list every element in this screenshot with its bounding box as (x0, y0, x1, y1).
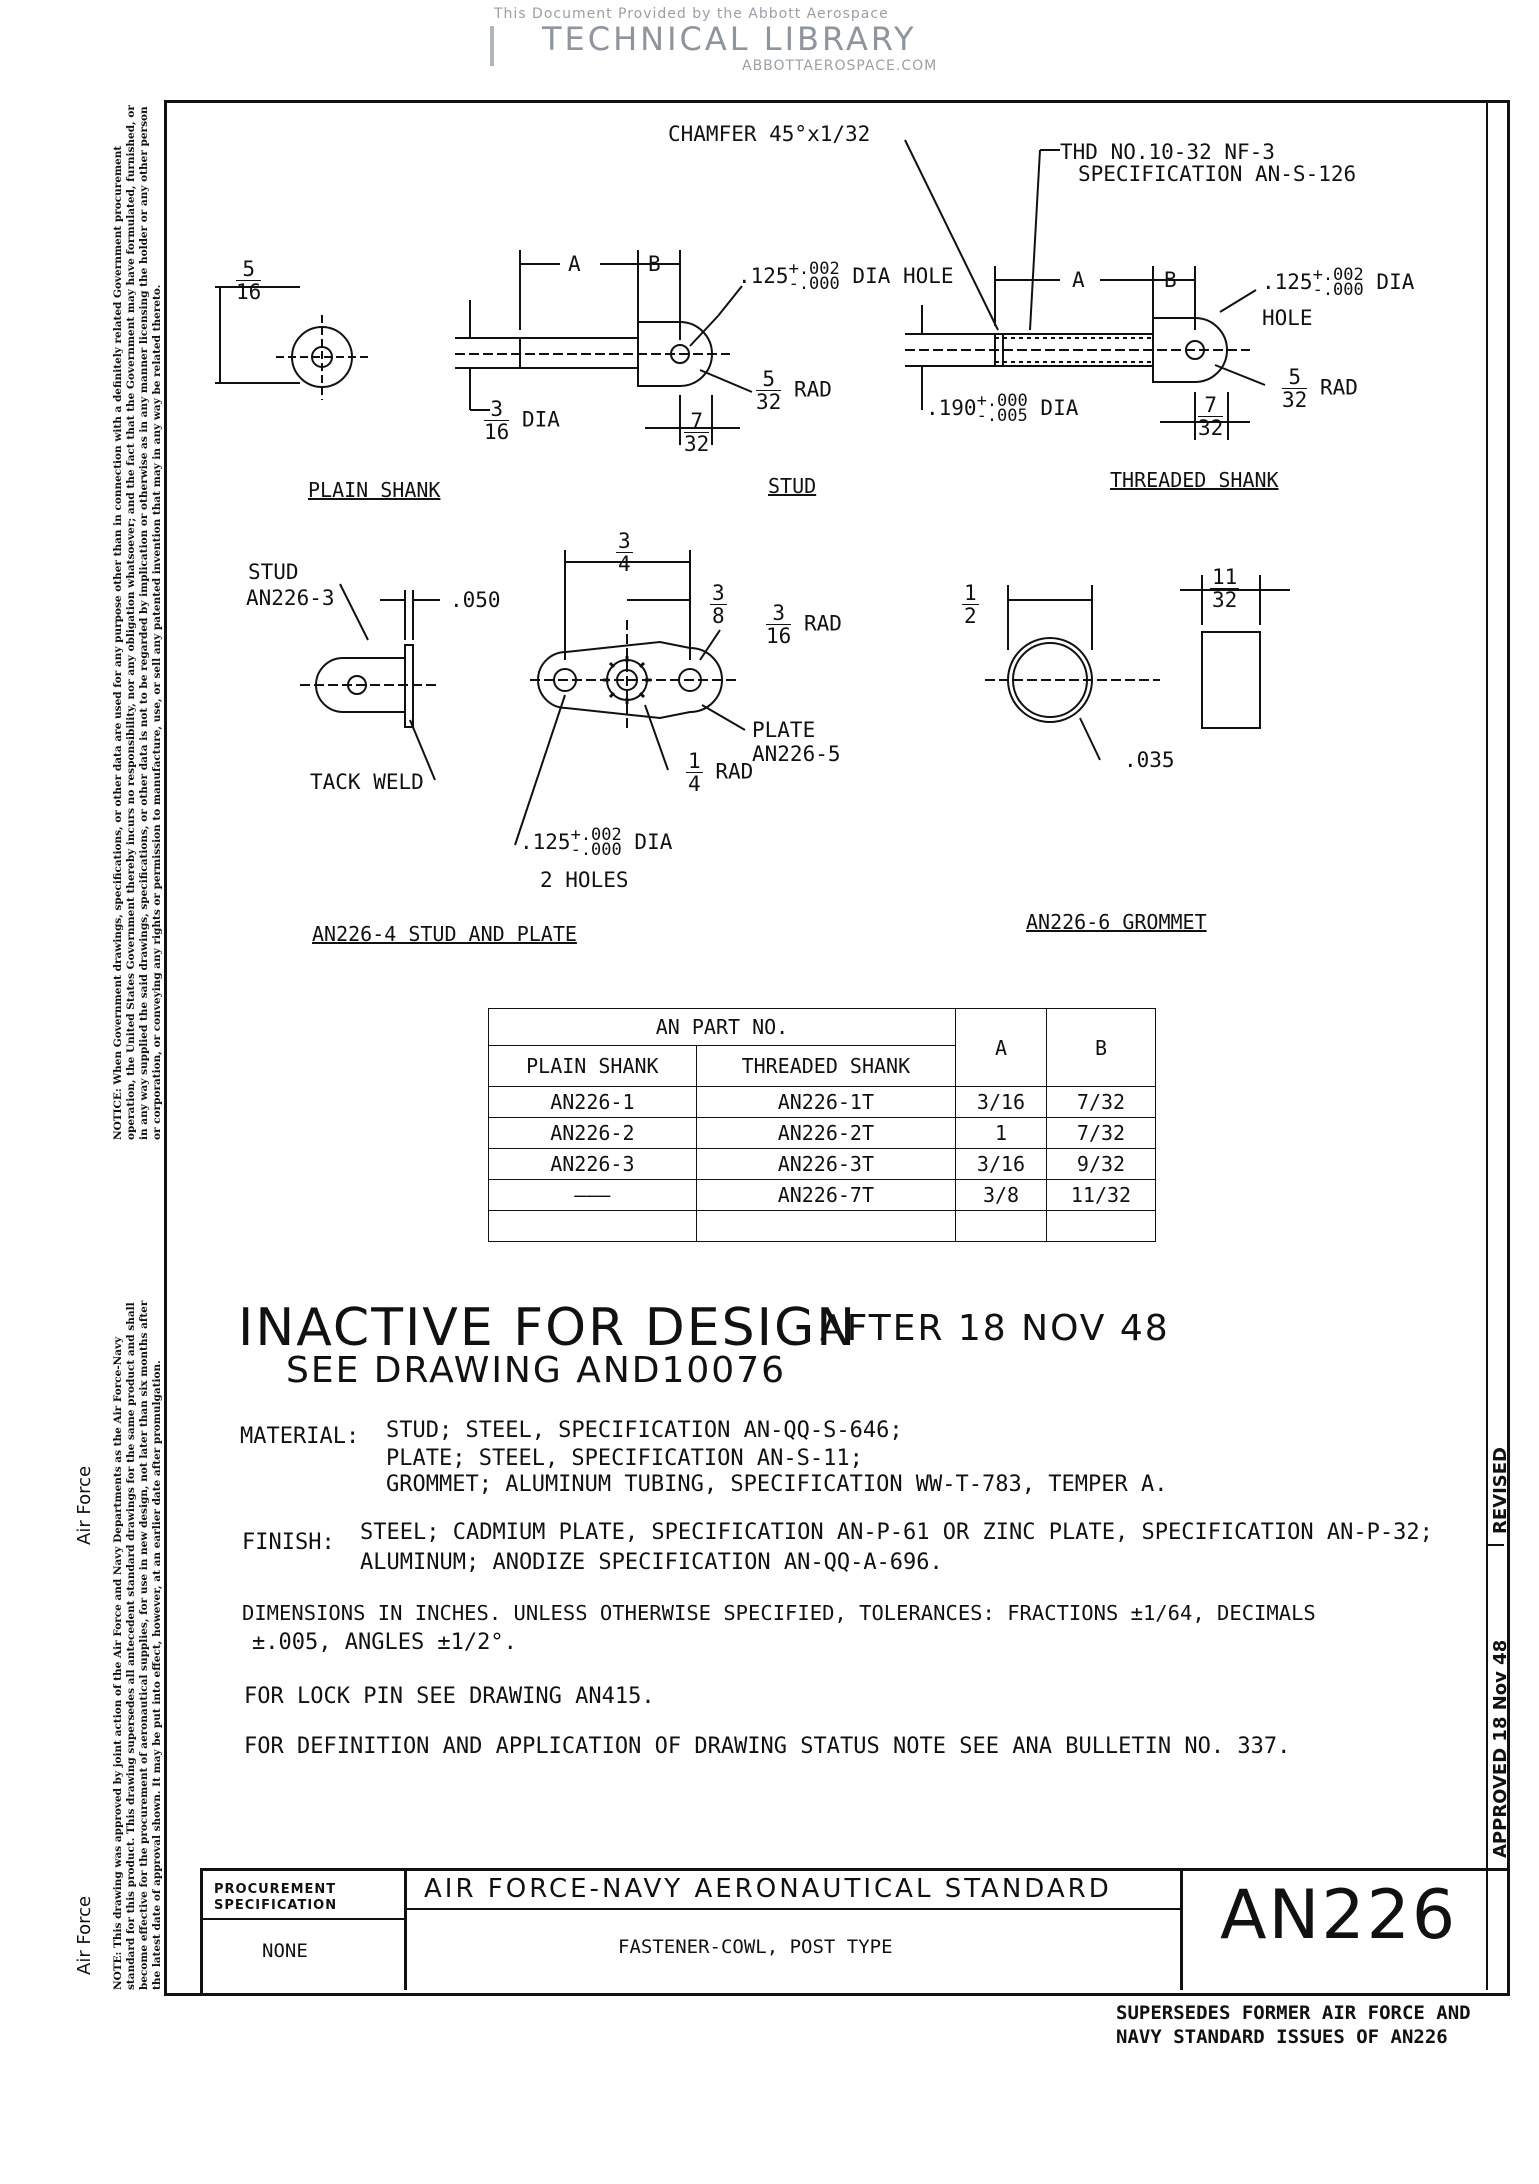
government-notice: NOTICE: When Government drawings, specifications, or other data are used for any purpose other than in connection with a definitely related Government procurement operation, the United States Government thereby incurs no responsibility, nor any obligation whatsoever; and the fact that the Government may have formulated, furnished, or in any way supplied the said drawings, specifications, or other data is not to be regarded by implication or otherwise as in any manner licensing the holder or any other person or corporation, or conveying any rights or permission to manufacture, use, or sell any patented invention that may in any way be related thereto. (112, 105, 163, 1140)
header-site: ABBOTTAEROSPACE.COM (742, 58, 938, 74)
standard-label: AIR FORCE-NAVY AERONAUTICAL STANDARD (424, 1874, 1112, 1904)
threaded-hole-dia: .125 +.002 -.000 DIA (1262, 265, 1415, 300)
threaded-rad: $\frac{5}{32}$ RAD (1282, 365, 1358, 412)
title-block-div-1 (404, 1868, 407, 1990)
table-cell: 11/32 (1047, 1180, 1156, 1211)
title-block-div-2 (1180, 1868, 1183, 1990)
drawing-title: FASTENER-COWL, POST TYPE (618, 1936, 893, 1958)
header-provided-by: This Document Provided by the Abbott Aerospace (494, 6, 889, 22)
table-cell: 7/32 (1047, 1087, 1156, 1118)
table-group-header: AN PART NO. (489, 1009, 956, 1046)
title-block-hline-left (200, 1918, 406, 1920)
table-cell: AN226-3T (696, 1149, 955, 1180)
air-force-label-1: Air Force (74, 1465, 95, 1545)
stud-thickness: .050 (450, 588, 501, 612)
plain-shank-title: PLAIN SHANK (308, 478, 441, 502)
table-row (489, 1087, 1156, 1118)
plate-mid-rad: $\frac{1}{4}$ RAD (688, 749, 754, 796)
parts-table (488, 1008, 1156, 1242)
stud-dim-b: B (648, 252, 661, 276)
definition-note: FOR DEFINITION AND APPLICATION OF DRAWING STATUS NOTE SEE ANA BULLETIN NO. 337. (244, 1734, 1291, 1759)
finish-line-1: STEEL; CADMIUM PLATE, SPECIFICATION AN-P-61 OR ZINC PLATE, SPECIFICATION AN-P-32; (360, 1520, 1433, 1545)
threaded-dim-b: B (1164, 268, 1177, 292)
tack-weld-label: TACK WELD (310, 770, 424, 794)
revised-label: REVISED (1490, 1447, 1511, 1534)
material-line-3: GROMMET; ALUMINUM TUBING, SPECIFICATION WW-T-783, TEMPER A. (386, 1472, 1168, 1497)
approved-date: APPROVED 18 Nov 48 (1490, 1639, 1511, 1858)
table-cell: 3/8 (956, 1180, 1047, 1211)
grommet-od: $\frac{1}{2}$ (964, 581, 977, 628)
grommet-title: AN226-6 GROMMET (1026, 910, 1207, 934)
table-cell: 1 (956, 1118, 1047, 1149)
stud-hole-dia: .125 +.002 -.000 DIA HOLE (738, 259, 954, 294)
table-cell: 7/32 (1047, 1118, 1156, 1149)
stud-dim-a: A (568, 252, 581, 276)
grommet-wall: .035 (1124, 748, 1175, 772)
table-cell: 3/16 (956, 1149, 1047, 1180)
plate-holes-dia: .125 +.002 -.000 DIA (520, 825, 673, 860)
table-cell (489, 1211, 697, 1242)
supersedes-line-2: NAVY STANDARD ISSUES OF AN226 (1116, 2026, 1448, 2048)
table-col-threaded: THREADED SHANK (696, 1046, 955, 1087)
stud-callout-part: AN226-3 (246, 586, 335, 610)
table-row (489, 1118, 1156, 1149)
threaded-shank-title: THREADED SHANK (1110, 468, 1279, 492)
stud-and-plate-view (300, 550, 745, 845)
material-line-1: STUD; STEEL, SPECIFICATION AN-QQ-S-646; (386, 1418, 903, 1443)
stud-shank-dia: $\frac{3}{16}$ DIA (484, 397, 560, 444)
dimensions-line-2: ±.005, ANGLES ±1/2°. (252, 1630, 517, 1655)
plate-holes-count: 2 HOLES (540, 868, 629, 892)
title-block-hline-mid (404, 1908, 1182, 1910)
table-cell: AN226-2T (696, 1118, 955, 1149)
plate-half-dim: $\frac{3}{8}$ (712, 581, 725, 628)
table-row (489, 1180, 1156, 1211)
table-cell: AN226-7T (696, 1180, 955, 1211)
threaded-hole-word: HOLE (1262, 306, 1313, 330)
drawing-number: AN226 (1220, 1876, 1458, 1955)
plate-part: AN226-5 (752, 742, 841, 766)
threaded-dim-a: A (1072, 268, 1085, 292)
table-cell: AN226-1 (489, 1087, 697, 1118)
approval-note: NOTE: This drawing was approved by joint action of the Air Force and Navy Departments as the Air Force-Navy standard for this product. This drawing supersedes all antecedent standard drawings for the same product and shall become effective for the procurement of aeronautical supplies, for use in new design, not later than six months after the latest date of approval shown. It may be put into effect, however, at an earlier date after promulgation. (112, 1300, 163, 1990)
table-cell: ——— (489, 1180, 697, 1211)
thread-callout-line2: SPECIFICATION AN-S-126 (1078, 162, 1357, 186)
finish-line-2: ALUMINUM; ANODIZE SPECIFICATION AN-QQ-A-696. (360, 1550, 943, 1575)
table-cell: AN226-1T (696, 1087, 955, 1118)
table-row (489, 1211, 1156, 1242)
threaded-shank-dia: .190 +.000 -.005 DIA (926, 391, 1079, 426)
inactive-after-date: AFTER 18 NOV 48 (820, 1308, 1170, 1349)
see-drawing: SEE DRAWING AND10076 (286, 1350, 787, 1391)
table-cell (956, 1211, 1047, 1242)
table-cell: 3/16 (956, 1087, 1047, 1118)
stud-title: STUD (768, 474, 817, 498)
plate-width-dim: $\frac{3}{4}$ (618, 529, 631, 576)
table-cell: AN226-2 (489, 1118, 697, 1149)
chamfer-callout: CHAMFER 45°x1/32 (668, 122, 871, 146)
table-col-a: A (956, 1009, 1047, 1087)
lock-pin-note: FOR LOCK PIN SEE DRAWING AN415. (244, 1684, 655, 1709)
plate-label: PLATE (752, 718, 816, 742)
table-cell: AN226-3 (489, 1149, 697, 1180)
inactive-status: INACTIVE FOR DESIGN (238, 1298, 858, 1358)
material-label: MATERIAL: (240, 1424, 360, 1449)
procurement-label-1: PROCUREMENT (214, 1882, 337, 1897)
procurement-value: NONE (262, 1940, 308, 1962)
plate-end-rad: $\frac{3}{16}$ RAD (766, 601, 842, 648)
plain-shank-dim: $\frac{5}{16}$ (236, 257, 262, 304)
grommet-length: $\frac{11}{32}$ (1212, 565, 1238, 612)
table-cell: 9/32 (1047, 1149, 1156, 1180)
dimensions-line-1: DIMENSIONS IN INCHES. UNLESS OTHERWISE SPECIFIED, TOLERANCES: FRACTIONS ±1/64, DECIMALS (242, 1601, 1316, 1625)
threaded-head-dim: $\frac{7}{32}$ (1198, 393, 1224, 440)
air-force-label-2: Air Force (74, 1895, 95, 1975)
table-cell (696, 1211, 955, 1242)
thread-callout-line1: THD NO.10-32 NF-3 (1060, 140, 1275, 164)
grommet-views (985, 575, 1290, 760)
finish-label: FINISH: (242, 1530, 335, 1555)
material-line-2: PLATE; STEEL, SPECIFICATION AN-S-11; (386, 1446, 863, 1471)
header-library: TECHNICAL LIBRARY (542, 20, 917, 58)
procurement-label-2: SPECIFICATION (214, 1898, 338, 1913)
table-cell (1047, 1211, 1156, 1242)
table-col-plain: PLAIN SHANK (489, 1046, 697, 1087)
table-row (489, 1149, 1156, 1180)
stud-head-dim: $\frac{7}{32}$ (684, 409, 710, 456)
stud-rad: $\frac{5}{32}$ RAD (756, 367, 832, 414)
stud-callout: STUD (248, 560, 299, 584)
supersedes-line-1: SUPERSEDES FORMER AIR FORCE AND (1116, 2002, 1471, 2024)
table-col-b: B (1047, 1009, 1156, 1087)
stud-and-plate-title: AN226-4 STUD AND PLATE (312, 922, 577, 946)
